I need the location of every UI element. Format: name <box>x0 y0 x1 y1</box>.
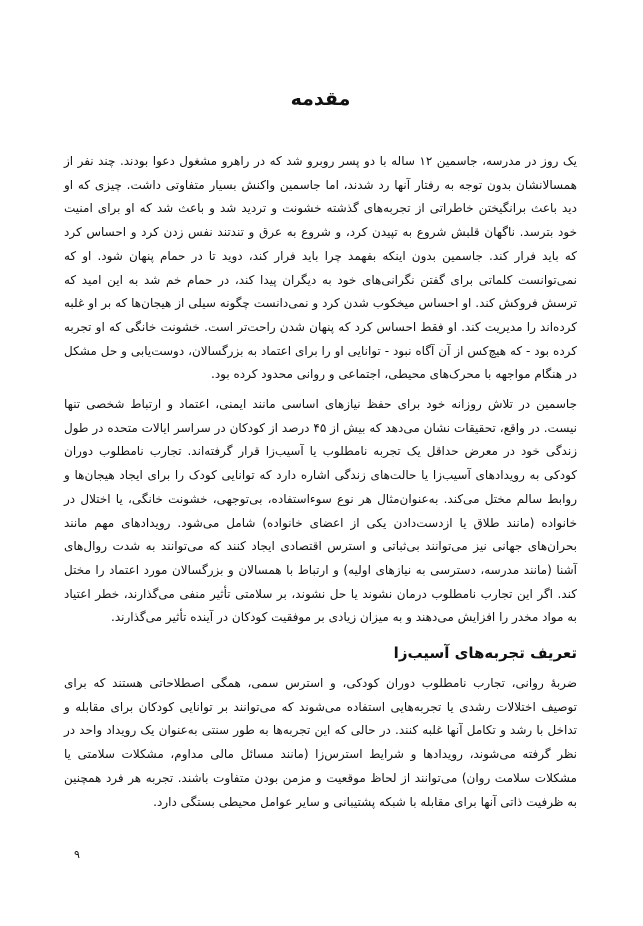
chapter-title: مقدمه <box>290 88 351 110</box>
intro-paragraph-1: یک روز در مدرسه، جاسمین ۱۲ ساله با دو پسر روبرو شد که در راهرو مشغول دعوا بودند. چند نفر از همسالانشان بدون توجه به رفتار آنها رد شدند، اما جاسمین واکنش بسیار متفاوتی داشت. چیزی که او دید باعث برانگیختن خاطراتی از تجربه‌های گذشته خشونت و تردید شد و باعث شد که او برای امنیت خود بترسد. ناگهان قلبش شروع به تپیدن کرد، و شروع به عرق و تندتند نفس زدن کرد و احساس کرد که باید فرار کند. جاسمین بدون اینکه بفهمد چرا باید فرار کند، دوید تا در حمام پنهان شود. او که نمی‌توانست کلماتی برای گفتن نگرانی‌های خود به دیگران پیدا کند، در حمام خم شد به این امید که ترسش فروکش کند. او احساس میخکوب شدن کرد و نمی‌دانست چگونه سیلی از هیجان‌ها که بر او غلبه کرده‌اند را مدیریت کند. او فقط احساس کرد که پنهان شدن راحت‌تر است. خشونت خانگی که او تجربه کرده بود - که هیچ‌کس از آن آگاه نبود - توانایی او را برای اعتماد به بزرگسالان، دوست‌یابی و حل مشکل در هنگام مواجهه با محرک‌های محیطی، اجتماعی و روانی محدود کرده بود. <box>64 154 577 382</box>
page-number: ۹ <box>74 848 80 861</box>
section-title: تعریف تجربه‌های آسیب‌زا <box>393 644 577 663</box>
intro-paragraph-2: جاسمین در تلاش روزانه خود برای حفظ نیازهای اساسی مانند ایمنی، اعتماد و ارتباط شخصی تنها نیست. در واقع، تحقیقات نشان می‌دهد که بیش از ۴۵ درصد از کودکان در سراسر ایالات متحده در طول زندگی خود در معرض حداقل یک تجربه نامطلوب یا آسیب‌زا قرار گرفته‌اند. تجارب نامطلوب دوران کودکی به رویدادهای آسیب‌زا یا حالت‌های زندگی اشاره دارد که توانایی کودک را برای ایجاد هیجان‌ها و روابط سالم مختل می‌کند. به‌عنوان‌مثال هر نوع سوءاستفاده، بی‌توجهی، خشونت خانگی، یا اختلال در خانواده (مانند طلاق یا ازدست‌دادن یکی از اعضای خانواده) شامل می‌شود. رویدادهای مهم مانند بحران‌های جهانی نیز می‌توانند بی‌ثباتی و استرس اقتصادی ایجاد کنند که می‌توانند به شدت روال‌های آشنا (مانند مدرسه، دسترسی به نیازهای اولیه) و ارتباط با همسالان و بزرگسالان مورد اعتماد را مختل کند. اگر این تجارب نامطلوب درمان نشوند یا حل نشوند، بر سلامتی تأثیر منفی می‌گذارند، خطر اعتیاد به مواد مخدر را افزایش می‌دهند و به میزان زیادی بر موفقیت کودکان در آینده تأثیر می‌گذارند. <box>64 397 577 625</box>
section-paragraph: ضربهٔ روانی، تجارب نامطلوب دوران کودکی، و استرس سمی، همگی اصطلاحاتی هستند که برای توصیف اختلالات رشدی یا تجربه‌هایی استفاده می‌شوند که می‌توانند بر توانایی کودکان برای مقابله و تداخل با رشد و تکامل آنها غلبه کنند. در حالی که این تجربه‌ها به طور سنتی به‌عنوان یک رویداد واحد در نظر گرفته می‌شوند، رویدادها و شرایط استرس‌زا (مانند مسائل مالی مداوم، مشکلات سلامتی یا مشکلات سلامت روان) می‌توانند از لحاظ موقعیت و مزمن بودن متفاوت باشند. تجربه هر فرد همچنین به ظرفیت ذاتی آنها برای مقابله با شبکه پشتیبانی و سایر عوامل محیطی بستگی دارد. <box>64 676 577 809</box>
